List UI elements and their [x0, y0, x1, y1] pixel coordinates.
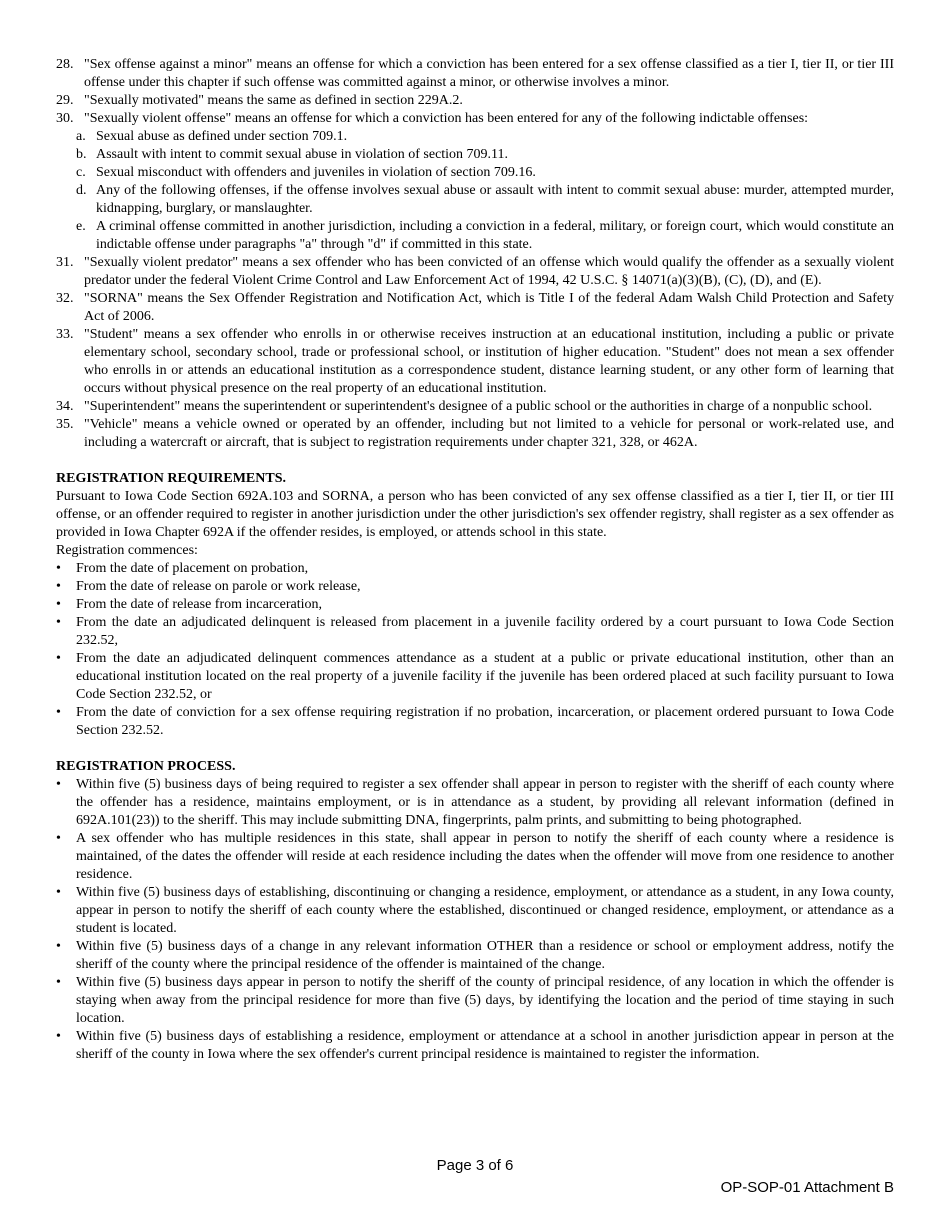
- item-number: 29.: [56, 93, 74, 108]
- item-number: 31.: [56, 255, 74, 270]
- bullet-text: Within five (5) business days of a change in any relevant information OTHER than a residence or school or employment address, notify the sheriff of the county where the principal residence of the offender is maintained of the change.: [76, 939, 894, 972]
- subitem-text: Sexual misconduct with offenders and juveniles in violation of section 709.16.: [96, 165, 536, 180]
- bullet-item: [56, 596, 894, 614]
- bullet-icon: •: [56, 597, 61, 612]
- bullet-text: Within five (5) business days of establishing, discontinuing or changing a residence, employment, or attendance as a student, in any Iowa county, appear in person to notify the sheriff of each county where the established, discontinued or changed residence, employment, or attendance as a student is located.: [76, 885, 894, 936]
- bullet-text: From the date of release on parole or work release,: [76, 579, 361, 594]
- bullet-item: [56, 560, 894, 578]
- subitem-letter: d.: [76, 183, 87, 198]
- definition-item-28: [56, 56, 894, 92]
- bullet-icon: •: [56, 939, 61, 954]
- subitem-b: [76, 146, 894, 164]
- bullet-icon: •: [56, 615, 61, 630]
- item-text: "SORNA" means the Sex Offender Registration and Notification Act, which is Title I of the federal Adam Walsh Child Protection and Safety Act of 2006.: [84, 291, 894, 324]
- bullet-text: From the date of conviction for a sex offense requiring registration if no probation, incarceration, or placement ordered pursuant to Iowa Code Section 232.52.: [76, 705, 894, 738]
- subitem-text: A criminal offense committed in another jurisdiction, including a conviction in a federal, military, or foreign court, which would constitute an indictable offense under paragraphs "a" through "d" if committed in this state.: [96, 219, 894, 252]
- bullet-item: [56, 614, 894, 650]
- subitem-e: [76, 218, 894, 254]
- item-text: "Sexually violent predator" means a sex offender who has been convicted of an offense which would qualify the offender as a sexually violent predator under the federal Violent Crime Control and Law Enforcement Act of 1994, 42 U.S.C. § 14071(a)(3)(B), (C), (D), and (E).: [84, 255, 894, 288]
- bullet-icon: •: [56, 1029, 61, 1044]
- item-number: 30.: [56, 111, 74, 126]
- definition-item-33: [56, 326, 894, 398]
- bullet-item: [56, 776, 894, 830]
- bullet-item: [56, 1028, 894, 1064]
- bullet-text: Within five (5) business days appear in person to notify the sheriff of the county of principal residence, of any location in which the offender is staying when away from the principal residence for more than five (5) days, by identifying the location and the period of time staying in such location.: [76, 975, 894, 1026]
- item-text: "Student" means a sex offender who enrolls in or otherwise receives instruction at an educational institution, including a public or private elementary school, secondary school, trade or professional school, or institution of higher education. "Student" does not mean a sex offender who enrolls in or attends an educational institution as a correspondence student, distance learning student, or any other form of learning that occurs without physical presence on the real property of an educational institution.: [84, 327, 894, 396]
- definitions-list-continued: [56, 254, 894, 452]
- bullet-icon: •: [56, 885, 61, 900]
- definition-item-35: [56, 416, 894, 452]
- bullet-item: [56, 578, 894, 596]
- registration-requirements-paragraph: Pursuant to Iowa Code Section 692A.103 and SORNA, a person who has been convicted of any sex offense classified as a tier I, tier II, or tier III offense, or an offender required to register in another jurisdiction under the other jurisdiction's sex offender registry, shall register as a sex offender as provided in Iowa Chapter 692A if the offender resides, is employed, or attends school in this state.: [56, 489, 894, 540]
- bullet-text: From the date of placement on probation,: [76, 561, 309, 576]
- item-text: "Vehicle" means a vehicle owned or operated by an offender, including but not limited to a vehicle for personal or work-related use, and including a watercraft or aircraft, that is subject to registration requirements under chapter 321, 328, or 462A.: [84, 417, 894, 450]
- subitem-c: [76, 164, 894, 182]
- item-text: "Sexually motivated" means the same as defined in section 229A.2.: [84, 93, 463, 108]
- subitem-a: [76, 128, 894, 146]
- bullet-icon: •: [56, 975, 61, 990]
- bullet-icon: •: [56, 705, 61, 720]
- subitem-letter: c.: [76, 165, 86, 180]
- definition-item-34: [56, 398, 894, 416]
- registration-requirements-heading: REGISTRATION REQUIREMENTS.: [56, 471, 287, 486]
- definitions-list: [56, 56, 894, 128]
- bullet-text: A sex offender who has multiple residences in this state, shall appear in person to notify the sheriff of each county where a residence is maintained, of the dates the offender will reside at each residence including the dates when the offender will move from one residence to another residence.: [76, 831, 894, 882]
- bullet-item: [56, 650, 894, 704]
- subitem-letter: a.: [76, 129, 86, 144]
- bullet-icon: •: [56, 831, 61, 846]
- definition-item-32: [56, 290, 894, 326]
- definition-item-29: [56, 92, 894, 110]
- item-number: 34.: [56, 399, 74, 414]
- bullet-icon: •: [56, 651, 61, 666]
- subitem-letter: b.: [76, 147, 87, 162]
- bullet-icon: •: [56, 579, 61, 594]
- bullet-item: [56, 938, 894, 974]
- bullet-text: From the date an adjudicated delinquent commences attendance as a student at a public or private educational institution, other than an educational institution located on the real property of a juvenile facility if the juvenile has been ordered placed at such facility pursuant to Iowa Code Section 232.52, or: [76, 651, 894, 702]
- item-text: "Sex offense against a minor" means an offense for which a conviction has been entered for a sex offense classified as a tier I, tier II, or tier III offense under this chapter if such offense was committed against a minor, or otherwise involves a minor.: [84, 57, 894, 90]
- bullet-icon: •: [56, 561, 61, 576]
- subitem-d: [76, 182, 894, 218]
- bullet-item: [56, 974, 894, 1028]
- item-text: "Sexually violent offense" means an offense for which a conviction has been entered for any of the following indictable offenses:: [84, 111, 809, 126]
- registration-process-list: [56, 776, 894, 1064]
- item-number: 28.: [56, 57, 74, 72]
- page-number: Page 3 of 6: [436, 1157, 514, 1174]
- bullet-text: Within five (5) business days of being required to register a sex offender shall appear in person to register with the sheriff of each county where the offender has a residence, maintains employment, or is in attendance as a student, by providing all relevant information (defined in 692A.101(23)) to the sheriff. This may include submitting DNA, fingerprints, palm prints, and submitting to being photographed.: [76, 777, 894, 828]
- document-reference: OP-SOP-01 Attachment B: [720, 1179, 894, 1196]
- bullet-text: Within five (5) business days of establishing a residence, employment or attendance at a school in another jurisdiction appear in person at the sheriff of the county in Iowa where the sex offender's current principal residence is maintained to register the information.: [76, 1029, 894, 1062]
- registration-process-heading: REGISTRATION PROCESS.: [56, 759, 236, 774]
- item-number: 32.: [56, 291, 74, 306]
- subitem-text: Sexual abuse as defined under section 709.1.: [96, 129, 348, 144]
- item-number: 33.: [56, 327, 74, 342]
- subitem-letter: e.: [76, 219, 86, 234]
- registration-commences-list: [56, 560, 894, 740]
- bullet-item: [56, 884, 894, 938]
- subitem-text: Assault with intent to commit sexual abuse in violation of section 709.11.: [96, 147, 509, 162]
- registration-commences-label: Registration commences:: [56, 543, 198, 558]
- page-content: [56, 56, 894, 1064]
- bullet-text: From the date an adjudicated delinquent is released from placement in a juvenile facility ordered by a court pursuant to Iowa Code Section 232.52,: [76, 615, 894, 648]
- item-text: "Superintendent" means the superintendent or superintendent's designee of a public school or the authorities in charge of a nonpublic school.: [84, 399, 873, 414]
- bullet-icon: •: [56, 777, 61, 792]
- definition-item-30: [56, 110, 894, 128]
- sexually-violent-offense-sublist: [56, 128, 894, 254]
- subitem-text: Any of the following offenses, if the offense involves sexual abuse or assault with intent to commit sexual abuse: murder, attempted murder, kidnapping, burglary, or manslaughter.: [96, 183, 894, 216]
- bullet-text: From the date of release from incarceration,: [76, 597, 323, 612]
- bullet-item: [56, 704, 894, 740]
- item-number: 35.: [56, 417, 74, 432]
- bullet-item: [56, 830, 894, 884]
- definition-item-31: [56, 254, 894, 290]
